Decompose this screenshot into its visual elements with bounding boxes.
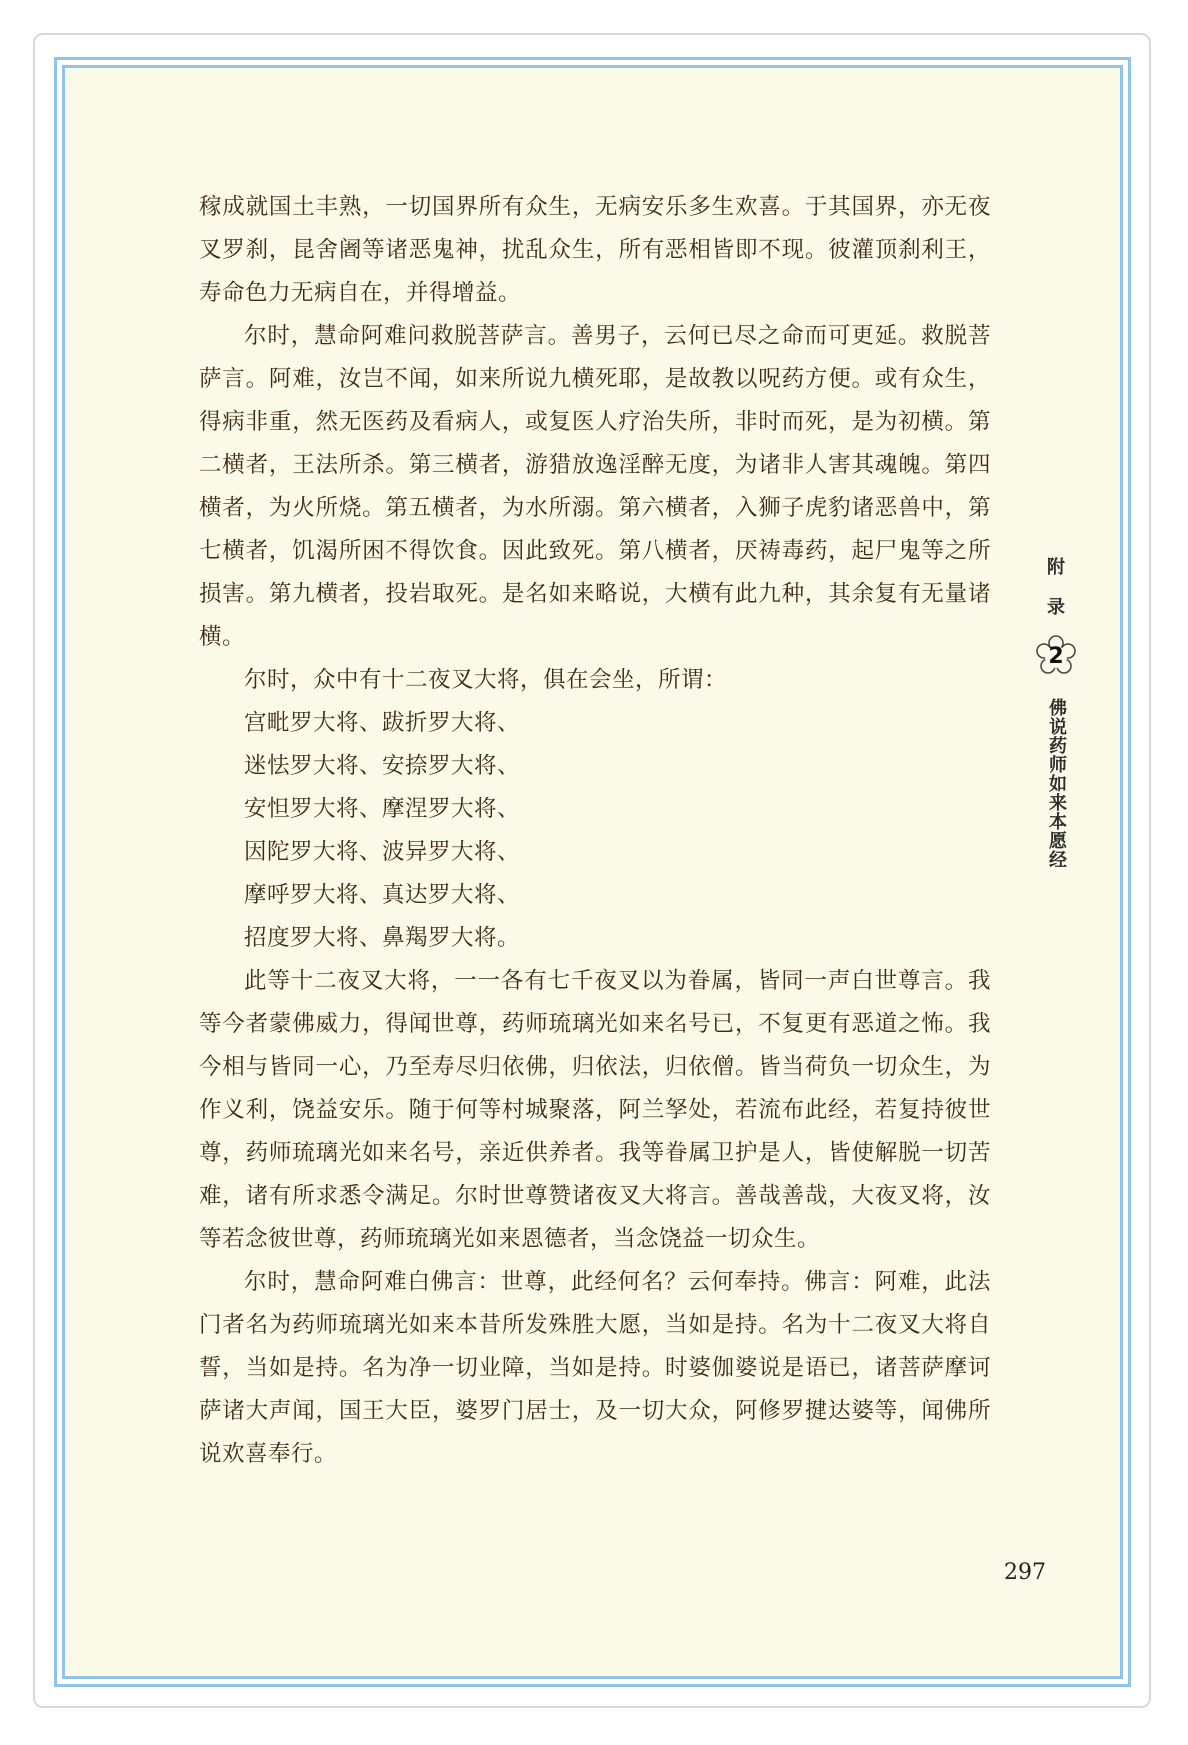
appendix-badge (1033, 634, 1079, 680)
paragraph-nine-deaths: 尔时，慧命阿难问救脱菩萨言。善男子，云何已尽之命而可更延。救脱菩萨言。阿难，汝岂不闻，如来所说九横死耶，是故教以呪药方便。或有众生，得病非重，然无医药及看病人，或复医人疗治失所，非时而死，是为初横。第二横者，王法所杀。第三横者，游猎放逸淫醉无度，为诸非人害其魂魄。第四横者，为火所烧。第五横者，为水所溺。第六横者，入狮子虎豹诸恶兽中，第七横者，饥渴所困不得饮食。因此致死。第八横者，厌祷毒药，起尸鬼等之所损害。第九横者，投岩取死。是名如来略说，大横有此九种，其余复有无量诸横。 (199, 323, 991, 650)
body-text (199, 186, 991, 1476)
paragraph-generals-vow: 此等十二夜叉大将，一一各有七千夜叉以为眷属，皆同一声白世尊言。我等今者蒙佛威力，得闻世尊，药师琉璃光如来名号已，不复更有恶道之怖。我今相与皆同一心，乃至寿尽归依佛，归依法，归依僧。皆当荷负一切众生，为作义利，饶益安乐。随于何等村城聚落，阿兰孥处，若流布此经，若复持彼世尊，药师琉璃光如来名号，亲近供养者。我等眷属卫护是人，皆使解脱一切苦难，诸有所求悉令满足。尔时世尊赞诸夜叉大将言。善哉善哉，大夜叉将，汝等若念彼世尊，药师琉璃光如来恩德者，当念饶益一切众生。 (199, 968, 991, 1252)
appendix-label-char: 附 (1047, 557, 1065, 578)
paragraph-continued: 稼成就国土丰熟，一切国界所有众生，无病安乐多生欢喜。于其国界，亦无夜叉罗刹，昆舍阇等诸恶鬼神，扰乱众生，所有恶相皆即不现。彼灌顶刹利王，寿命色力无病自在，并得增益。 (199, 194, 991, 306)
paragraph-generals-intro: 尔时，众中有十二夜叉大将，俱在会坐，所谓： (244, 667, 728, 693)
paragraph-sutra-name: 尔时，慧命阿难白佛言：世尊，此经何名？云何奉持。佛言：阿难，此法门者名为药师琉璃光如来本昔所发殊胜大愿，当如是持。名为十二夜叉大将自誓，当如是持。名为净一切业障，当如是持。时婆伽婆说是语已，诸菩萨摩诃萨诸大声闻，国王大臣，婆罗门居士，及一切大众，阿修罗揵达婆等，闻佛所说欢喜奉行。 (199, 1269, 991, 1467)
side-header (1038, 548, 1074, 869)
generals-line: 迷怯罗大将、安捺罗大将、 (244, 753, 521, 779)
generals-line: 摩呼罗大将、真达罗大将、 (244, 882, 521, 908)
appendix-number: 2 (1048, 644, 1064, 669)
appendix-label-char: 录 (1047, 597, 1065, 618)
generals-line: 因陀罗大将、波异罗大将、 (244, 839, 521, 865)
page-number: 297 (1004, 1560, 1046, 1585)
generals-line: 安怛罗大将、摩涅罗大将、 (244, 796, 521, 822)
generals-line: 宫毗罗大将、跋折罗大将、 (244, 710, 521, 736)
generals-line: 招度罗大将、鼻羯罗大将。 (244, 925, 521, 951)
running-title: 佛说药师如来本愿经 (1046, 698, 1067, 869)
